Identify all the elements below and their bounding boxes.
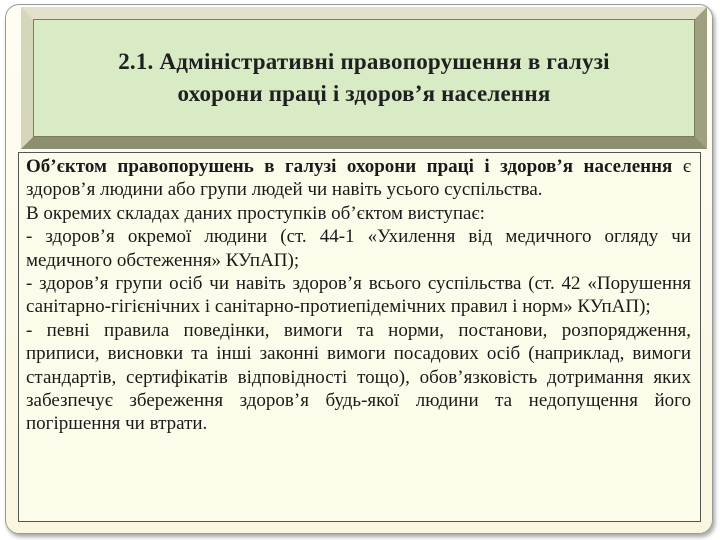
paragraph-item-group: - здоров’я групи осіб чи навіть здоров’я всього суспільства (ст. 42 «Порушення санітарно-гігієнічних і санітарно-протиепідемічних правил і норм» КУпАП); [26,273,691,318]
title-line-1: 2.1. Адміністративні правопорушення в галузі [118,49,610,74]
content-box [18,152,701,522]
title-line-2: охорони праці і здоров’я населення [177,81,551,106]
paragraph-object-rest: є здоров’я людини або групи людей чи навіть усього суспільства. [26,156,691,201]
paragraph-item-individual: - здоров’я окремої людини (ст. 44-1 «Ухилення від медичного огляду чи медичного обстеження» КУпАП); [26,226,691,271]
title-box [33,19,695,137]
paragraph-item-rules: - певні правила поведінки, вимоги та норми, постанови, розпорядження, приписи, висновки та інші законні вимоги посадових осіб (наприклад, вимоги стандартів, сертифікатів відповідності тощо), обов’язковість дотримання яких забезпечує збереження здоров’я будь-якої людини та недопущення його погіршення чи втрати. [26,319,691,435]
paragraph-object-bold: Об’єктом правопорушень в галузі охорони праці і здоров’я населення [26,156,673,177]
paragraph-object [26,155,691,202]
paragraph-intro: В окремих складах даних проступків об’єктом виступає: [26,202,485,224]
